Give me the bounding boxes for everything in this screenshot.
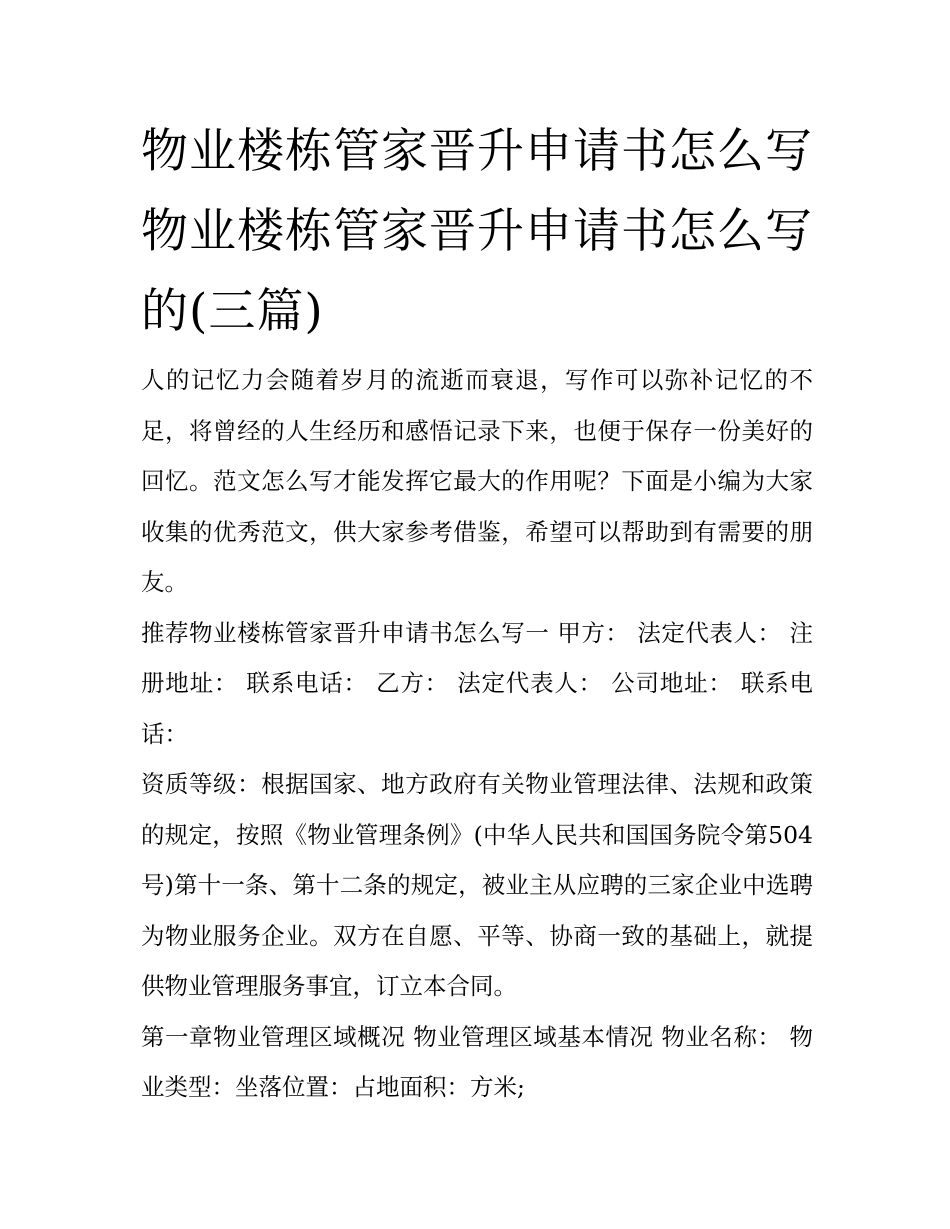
paragraph-parties: 推荐物业楼栋管家晋升申请书怎么写一 甲方： 法定代表人： 注册地址： 联系电话： 乙方： 法定代表人： 公司地址： 联系电话：	[141, 618, 813, 748]
document-title: 物业楼栋管家晋升申请书怎么写 物业楼栋管家晋升申请书怎么写的(三篇)	[141, 124, 813, 339]
paragraph-chapter-one: 第一章物业管理区域概况 物业管理区域基本情况 物业名称： 物业类型：坐落位置：占地面积：方米;	[141, 1022, 813, 1101]
document-body	[141, 112, 813, 1113]
paragraph-intro: 人的记忆力会随着岁月的流逝而衰退，写作可以弥补记忆的不足，将曾经的人生经历和感悟记录下来，也便于保存一份美好的回忆。范文怎么写才能发挥它最大的作用呢？下面是小编为大家收集的优秀范文，供大家参考借鉴，希望可以帮助到有需要的朋友。	[141, 366, 813, 596]
paragraph-qualification: 资质等级：根据国家、地方政府有关物业管理法律、法规和政策的规定，按照《物业管理条例》(中华人民共和国国务院令第504号)第十一条、第十二条的规定，被业主从应聘的三家企业中选聘为物业服务企业。双方在自愿、平等、协商一致的基础上，就提供物业管理服务事宜，订立本合同。	[141, 770, 813, 1000]
